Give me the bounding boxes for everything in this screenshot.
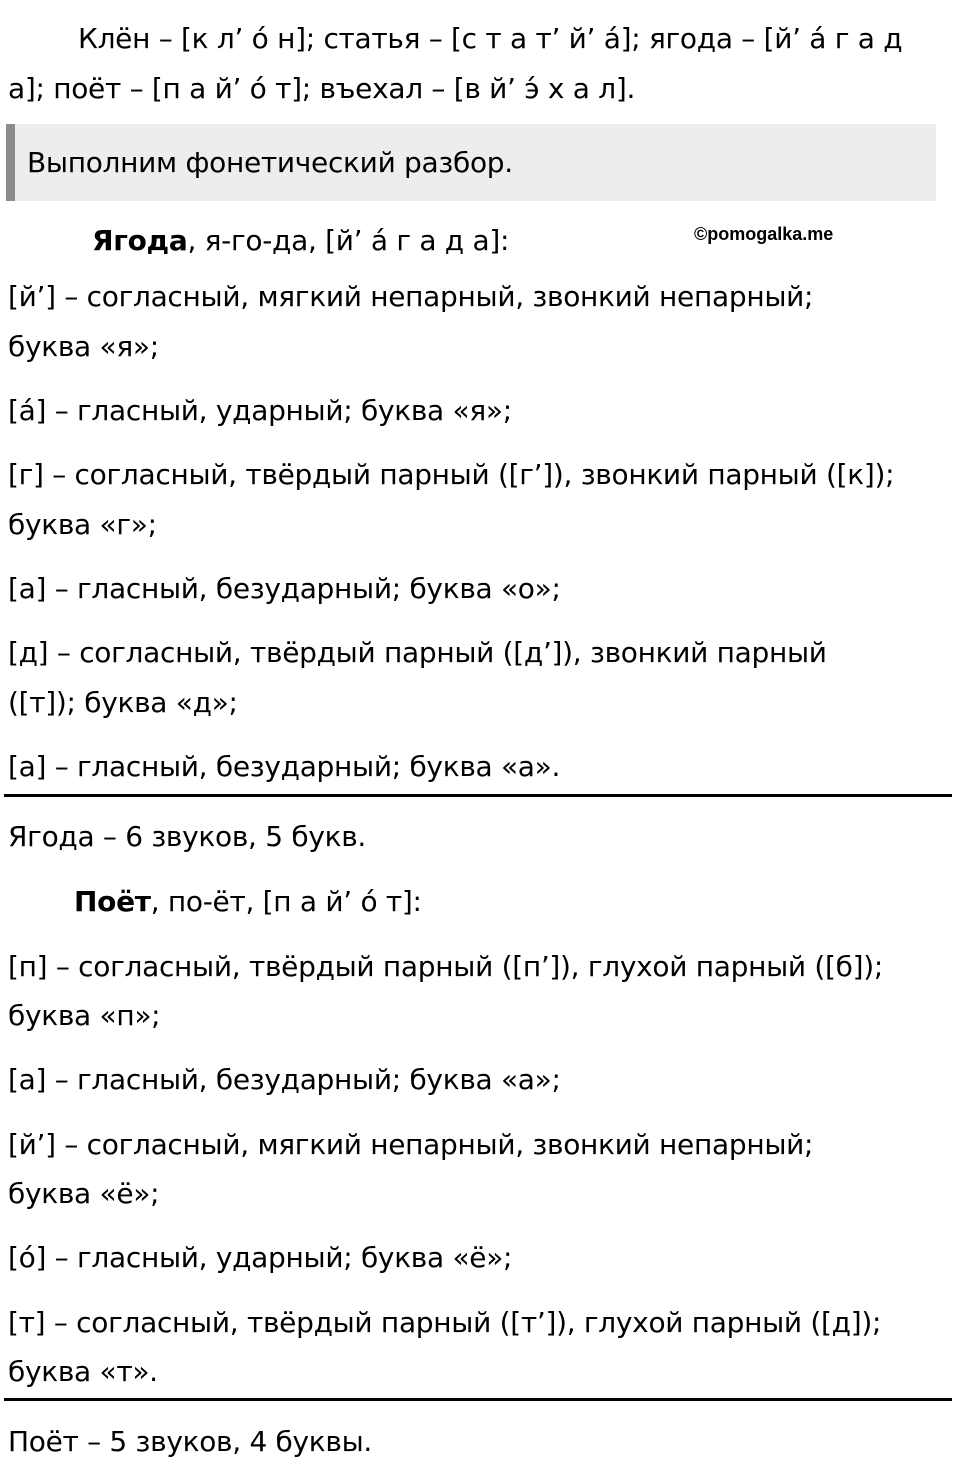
- intro-line-1: Клён – [к л’ о́ н]; статья – [с т а т’ й’ а́]; ягода – [й’ а́ г а д: [78, 22, 903, 55]
- word1-heading: [92, 224, 509, 258]
- section-header: [6, 124, 936, 201]
- word1-transcription: , я-го-да, [й’ а́ г а д а]:: [187, 224, 510, 257]
- word1-sound-line: [д] – согласный, твёрдый парный ([д’]), звонкий парный: [8, 636, 827, 669]
- word1-sound-line: буква «г»;: [8, 508, 157, 541]
- word2-transcription: , по-ёт, [п а й’ о́ т]:: [150, 885, 422, 918]
- watermark: ©pomogalka.me: [694, 224, 834, 244]
- word2-sound-line: [о́] – гласный, ударный; буква «ё»;: [8, 1241, 513, 1274]
- word2-sound-line: [а] – гласный, безударный; буква «а»;: [8, 1063, 561, 1096]
- word1-sound-line: [а] – гласный, безударный; буква «а».: [8, 750, 561, 783]
- word2-sound-line: буква «ё»;: [8, 1177, 160, 1210]
- word1-sound-line: [а́] – гласный, ударный; буква «я»;: [8, 394, 512, 427]
- word1-sound-line: [г] – согласный, твёрдый парный ([г’]), звонкий парный ([к]);: [8, 458, 895, 491]
- word2-summary: Поёт – 5 звуков, 4 буквы.: [8, 1425, 373, 1458]
- word2-heading: [74, 885, 422, 919]
- word2-sound-line: [п] – согласный, твёрдый парный ([п’]), глухой парный ([б]);: [8, 950, 884, 983]
- word2-sound-line: [т] – согласный, твёрдый парный ([т’]), глухой парный ([д]);: [8, 1306, 882, 1339]
- word1-word: Ягода: [92, 224, 188, 257]
- word2-sound-line: буква «п»;: [8, 999, 161, 1032]
- word2-sound-line: [й’] – согласный, мягкий непарный, звонкий непарный;: [8, 1128, 814, 1161]
- word2-sound-line: буква «т».: [8, 1355, 158, 1388]
- word2-word: Поёт: [74, 885, 151, 918]
- section-title: Выполним фонетический разбор.: [27, 146, 513, 179]
- word1-sound-line: буква «я»;: [8, 330, 159, 363]
- divider-line: [4, 1398, 952, 1401]
- divider-line: [4, 794, 952, 797]
- word1-sound-line: [а] – гласный, безударный; буква «о»;: [8, 572, 561, 605]
- word1-sound-line: [й’] – согласный, мягкий непарный, звонкий непарный;: [8, 280, 814, 313]
- word1-summary: Ягода – 6 звуков, 5 букв.: [8, 820, 367, 853]
- word1-sound-line: ([т]); буква «д»;: [8, 686, 238, 719]
- intro-line-2: а]; поёт – [п а й’ о́ т]; въехал – [в й’ э́ х а л].: [8, 72, 636, 105]
